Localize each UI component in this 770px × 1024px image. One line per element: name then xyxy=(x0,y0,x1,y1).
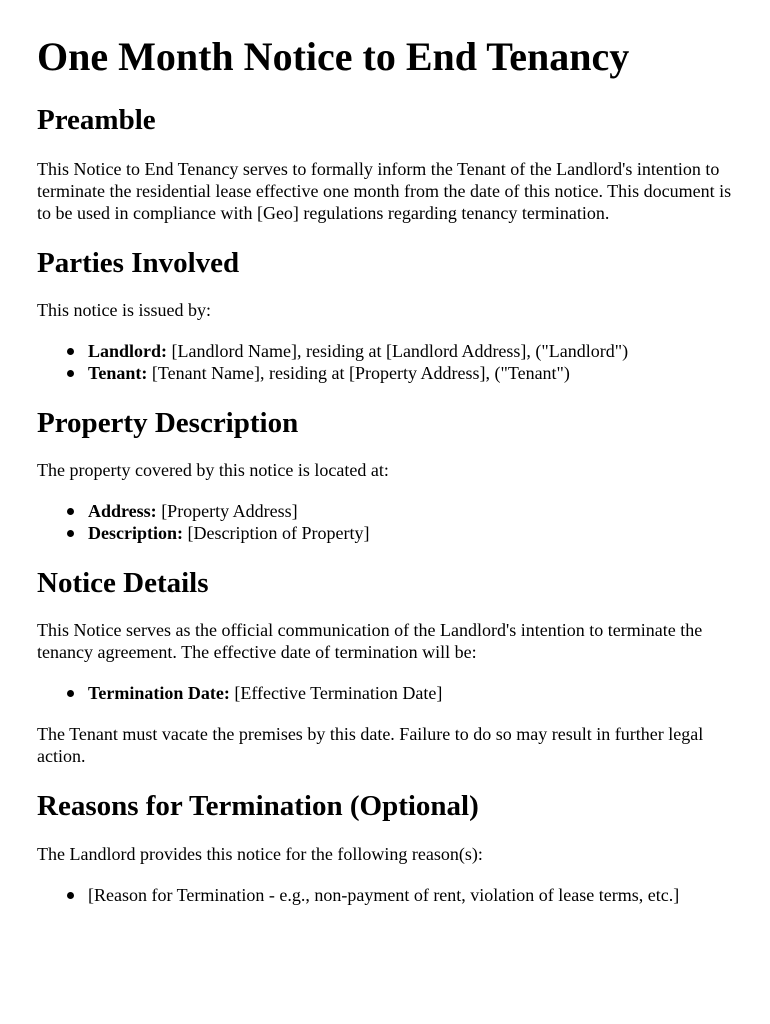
reasons-intro: The Landlord provides this notice for the following reason(s): xyxy=(37,844,483,864)
bullet-icon xyxy=(67,530,74,537)
bullet-icon xyxy=(67,690,74,697)
address-label: Address: xyxy=(88,501,157,521)
termination-date-text: [Effective Termination Date] xyxy=(229,683,443,703)
list-item-landlord xyxy=(88,340,733,362)
parties-section xyxy=(37,246,733,384)
preamble-section xyxy=(37,103,733,224)
bullet-icon xyxy=(67,348,74,355)
reasons-list xyxy=(37,884,733,906)
document-title: One Month Notice to End Tenancy xyxy=(37,34,630,79)
preamble-text: This Notice to End Tenancy serves to formally inform the Tenant of the Landlord's intention to terminate the residential lease effective one month from the date of this notice. This document is to be used in compliance with [Geo] regulations regarding tenancy termination. xyxy=(37,159,732,223)
property-heading: Property Description xyxy=(37,407,299,439)
notice-intro: This Notice serves as the official communication of the Landlord's intention to terminate the tenancy agreement. The effective date of termination will be: xyxy=(37,620,703,662)
landlord-text: [Landlord Name], residing at [Landlord Address], ("Landlord") xyxy=(167,341,629,361)
bullet-icon xyxy=(67,508,74,515)
reasons-section xyxy=(37,789,733,906)
landlord-label: Landlord: xyxy=(88,341,168,361)
notice-heading: Notice Details xyxy=(37,567,209,599)
parties-heading: Parties Involved xyxy=(37,247,240,279)
reason-text: [Reason for Termination - e.g., non-payment of rent, violation of lease terms, etc.] xyxy=(88,885,680,905)
property-section xyxy=(37,406,733,544)
notice-section xyxy=(37,566,733,767)
list-item-description xyxy=(88,522,733,544)
tenant-text: [Tenant Name], residing at [Property Address], ("Tenant") xyxy=(147,363,570,383)
notice-list xyxy=(37,682,733,704)
address-text: [Property Address] xyxy=(156,501,298,521)
list-item-tenant xyxy=(88,362,733,384)
property-intro: The property covered by this notice is located at: xyxy=(37,460,389,480)
notice-followup: The Tenant must vacate the premises by this date. Failure to do so may result in further legal action. xyxy=(37,724,704,766)
bullet-icon xyxy=(67,370,74,377)
preamble-heading: Preamble xyxy=(37,104,156,136)
termination-date-label: Termination Date: xyxy=(88,683,230,703)
property-list xyxy=(37,500,733,544)
description-label: Description: xyxy=(88,523,183,543)
parties-list xyxy=(37,340,733,384)
description-text: [Description of Property] xyxy=(182,523,370,543)
list-item-reason xyxy=(88,884,733,906)
list-item-address xyxy=(88,500,733,522)
list-item-termination-date xyxy=(88,682,733,704)
parties-intro: This notice is issued by: xyxy=(37,300,211,320)
bullet-icon xyxy=(67,892,74,899)
tenant-label: Tenant: xyxy=(88,363,148,383)
reasons-heading: Reasons for Termination (Optional) xyxy=(37,790,479,822)
